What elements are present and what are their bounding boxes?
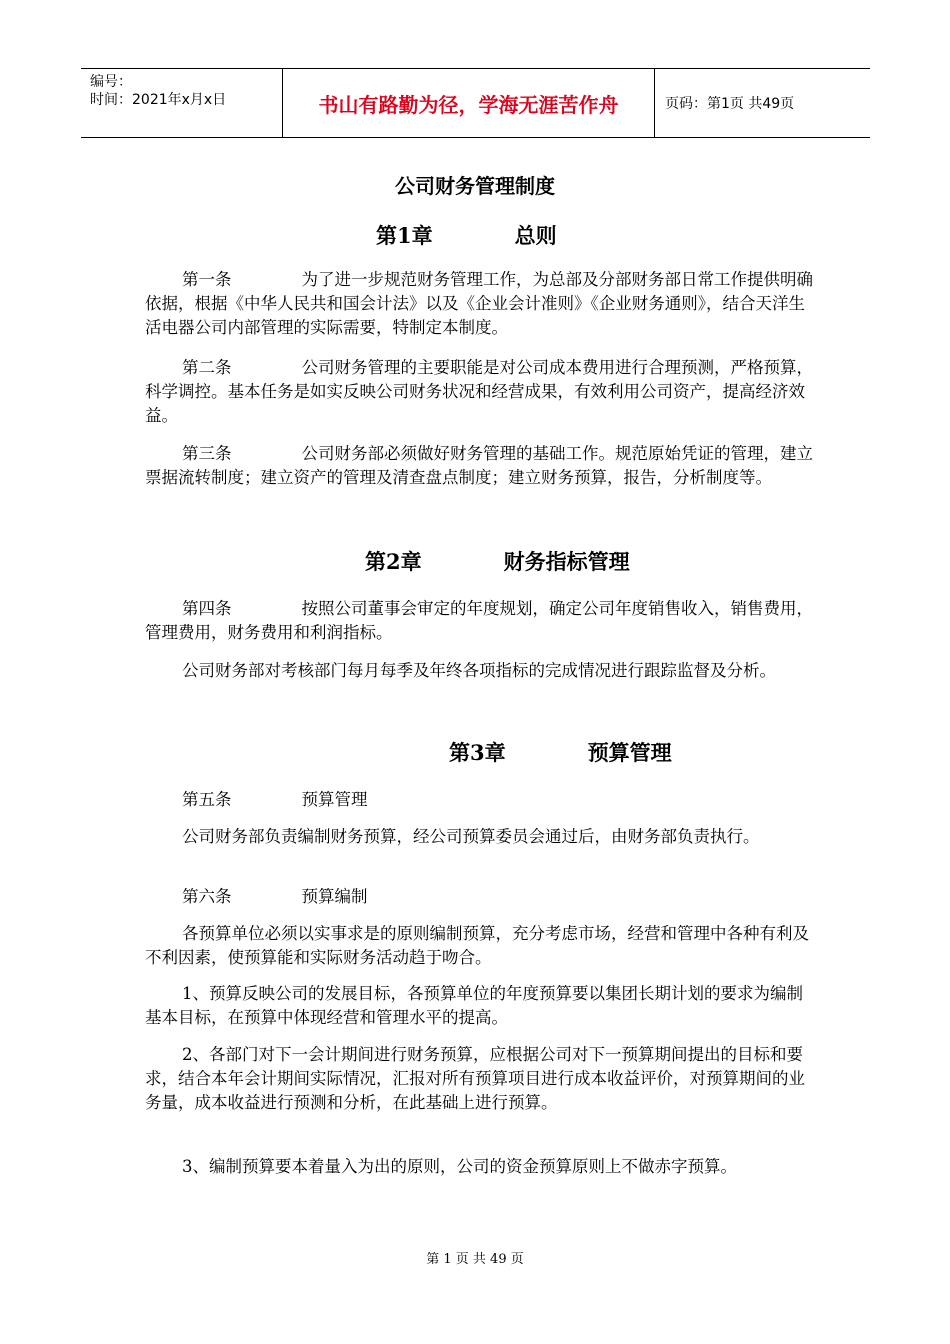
article-label: 第二条: [182, 358, 232, 377]
article-4-paragraph-2: [145, 659, 813, 683]
page-footer: 第 1 页 共 49 页: [426, 1252, 524, 1267]
article-text: 按照公司董事会审定的年度规划，确定公司年度销售收入，销售费用，管理费用，财务费用和利润指标。: [145, 599, 813, 642]
article-5: [145, 788, 813, 812]
article-3: [145, 442, 813, 490]
article-2: [145, 356, 813, 428]
paragraph-text: 公司财务部负责编制财务预算，经公司预算委员会通过后，由财务部负责执行。: [182, 827, 760, 846]
time-label: 时间：2021年x月x日: [90, 92, 227, 108]
article-text: 为了进一步规范财务管理工作，为总部及分部财务部日常工作提供明确依据，根据《中华人民共和国会计法》以及《企业会计准则》《企业财务通则》，结合天洋生活电器公司内部管理的实际需要，特制定本制度。: [145, 270, 813, 337]
header-motto: 书山有路勤为径，学海无涯苦作舟: [282, 69, 655, 137]
article-title: 预算管理: [301, 790, 368, 809]
article-1: [145, 268, 813, 340]
article-6: [145, 885, 813, 909]
article-text: 公司财务部必须做好财务管理的基础工作。规范原始凭证的管理，建立票据流转制度；建立资产的管理及清查盘点制度；建立财务预算，报告，分析制度等。: [145, 444, 813, 487]
article-title: 预算编制: [301, 887, 368, 906]
article-4: [145, 597, 813, 645]
article-text: 公司财务管理的主要职能是对公司成本费用进行合理预测，严格预算，科学调控。基本任务是如实反映公司财务状况和经营成果，有效利用公司资产，提高经济效益。: [145, 358, 813, 425]
chapter-1-heading: [376, 220, 557, 250]
paragraph-text: 公司财务部对考核部门每月每季及年终各项指标的完成情况进行跟踪监督及分析。: [182, 661, 776, 680]
chapter-2-heading: [365, 546, 630, 576]
list-item-text: 3、编制预算要本着量入为出的原则，公司的资金预算原则上不做赤字预算。: [182, 1157, 737, 1176]
code-label: 编号：: [90, 74, 132, 90]
chapter-3-heading: [449, 737, 672, 767]
article-5-paragraph-1: [145, 825, 813, 849]
chapter-title: 预算管理: [587, 740, 672, 765]
header-page-info: 页码：第1页 共49页: [665, 96, 795, 112]
header-table: [81, 68, 870, 138]
article-label: 第五条: [182, 790, 232, 809]
paragraph-text: 各预算单位必须以实事求是的原则编制预算，充分考虑市场，经营和管理中各种有利及不利因素，使预算能和实际财务活动趋于吻合。: [145, 924, 809, 967]
chapter-title: 总则: [514, 223, 557, 248]
article-6-item-1: [145, 982, 813, 1030]
article-label: 第四条: [182, 599, 232, 618]
chapter-number: 第1章: [376, 223, 433, 248]
header-meta: [81, 69, 282, 137]
article-6-paragraph-1: [145, 922, 813, 970]
article-label: 第三条: [182, 444, 232, 463]
article-label: 第一条: [182, 270, 232, 289]
article-6-item-3: [145, 1155, 835, 1179]
article-label: 第六条: [182, 887, 232, 906]
list-item-text: 1、预算反映公司的发展目标，各预算单位的年度预算要以集团长期计划的要求为编制基本目标，在预算中体现经营和管理水平的提高。: [145, 984, 803, 1027]
document-title: 公司财务管理制度: [395, 174, 555, 198]
chapter-title: 财务指标管理: [503, 549, 630, 574]
chapter-number: 第2章: [365, 549, 422, 574]
article-6-item-2: [145, 1043, 813, 1115]
chapter-number: 第3章: [449, 740, 506, 765]
list-item-text: 2、各部门对下一会计期间进行财务预算，应根据公司对下一预算期间提出的目标和要求，结合本年会计期间实际情况，汇报对所有预算项目进行成本收益评价，对预算期间的业务量，成本收益进行预测和分析，在此基础上进行预算。: [145, 1045, 805, 1112]
